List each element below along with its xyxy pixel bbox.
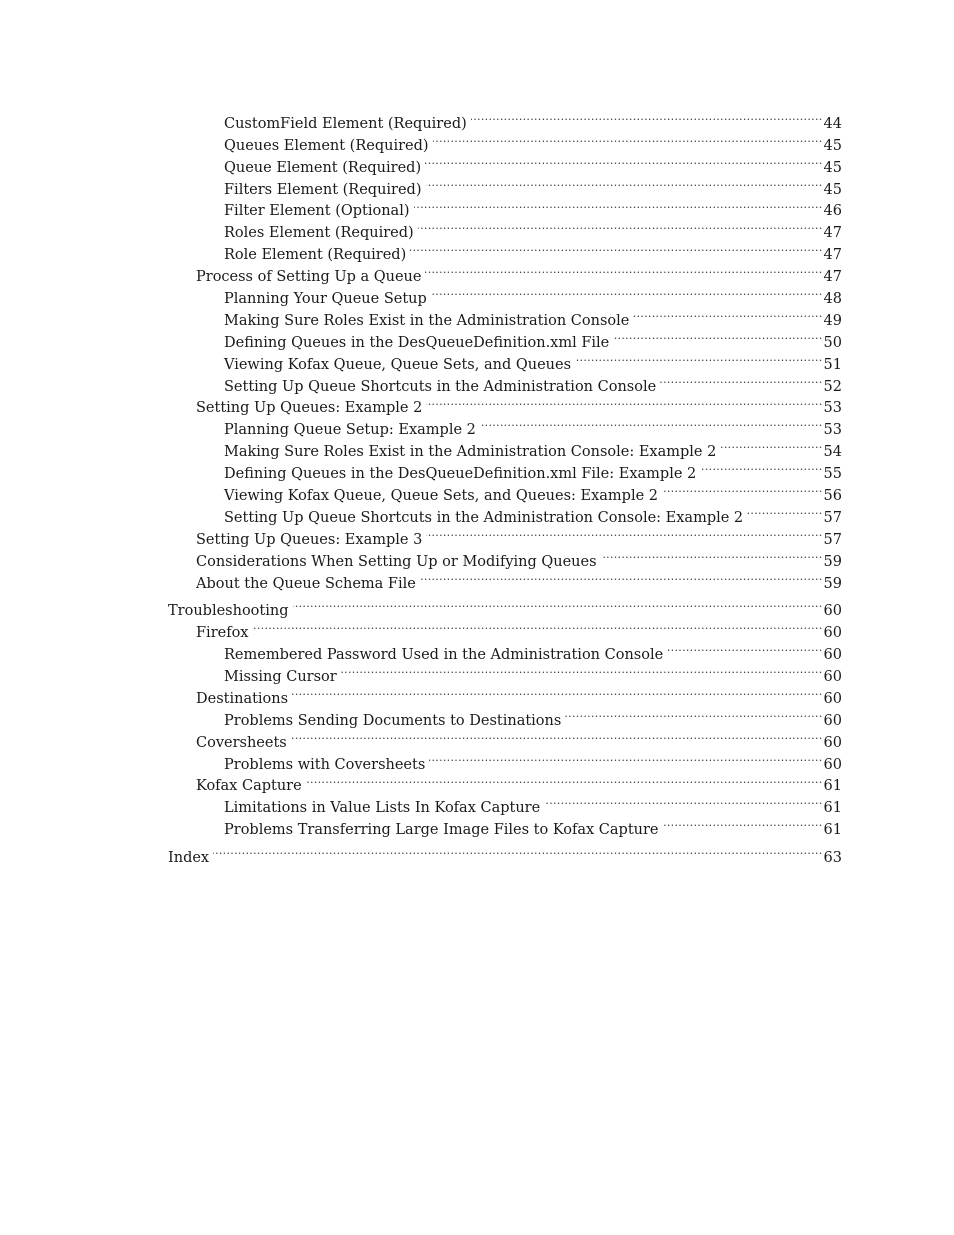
- toc-entry-title: Destinations: [196, 690, 289, 707]
- toc-entry-title: Viewing Kofax Queue, Queue Sets, and Queues: Example 2: [224, 488, 658, 505]
- toc-entry-page-number: 44: [823, 115, 842, 132]
- toc-entry-title: Filter Element (Optional): [224, 203, 410, 220]
- toc-entry-title: Limitations in Value Lists In Kofax Capture: [224, 800, 541, 817]
- toc-dot-leader: [293, 593, 823, 615]
- toc-dot-leader: [565, 703, 822, 725]
- toc-dot-leader: [480, 412, 823, 434]
- toc-entry-title: Setting Up Queue Shortcuts in the Administration Console: [224, 378, 657, 395]
- toc-entry-title: Defining Queues in the DesQueueDefinition.xml File: [224, 334, 610, 351]
- toc-dot-leader: [747, 500, 822, 522]
- toc-entry-title: Queue Element (Required): [224, 159, 422, 176]
- toc-dot-leader: [292, 681, 822, 703]
- toc-entry-title: Planning Your Queue Setup: [224, 291, 427, 308]
- toc-entry-page-number: 60: [823, 756, 842, 773]
- toc-dot-leader: [426, 172, 823, 194]
- toc-dot-leader: [425, 259, 822, 281]
- toc-entry-title: Viewing Kofax Queue, Queue Sets, and Queues: [224, 356, 572, 373]
- toc-dot-leader: [720, 434, 822, 456]
- toc-entry-title: Role Element (Required): [224, 247, 407, 264]
- toc-dot-leader: [414, 194, 823, 216]
- toc-dot-leader: [700, 456, 822, 478]
- toc-entry-page-number: 54: [823, 444, 842, 461]
- toc-entry-page-number: 60: [823, 712, 842, 729]
- toc-entry-title: Setting Up Queues: Example 2: [196, 400, 423, 417]
- toc-entry-page-number: 53: [823, 400, 842, 417]
- toc-entry[interactable]: [168, 840, 842, 866]
- toc-entry-title: Firefox: [196, 625, 249, 642]
- toc-entry-page-number: 61: [823, 822, 842, 839]
- toc-entry-page-number: 60: [823, 603, 842, 620]
- toc-entry-page-number: 61: [823, 778, 842, 795]
- toc-dot-leader: [433, 128, 823, 150]
- toc-dot-leader: [410, 237, 822, 259]
- toc-dot-leader: [291, 725, 823, 747]
- toc-entry-title: Filters Element (Required): [224, 181, 422, 198]
- toc-entry-title: Making Sure Roles Exist in the Administration Console: [224, 312, 630, 329]
- toc-entry-title: Setting Up Queue Shortcuts in the Administration Console: Example 2: [224, 509, 744, 526]
- toc-entry-page-number: 59: [823, 553, 842, 570]
- toc-entry-title: Kofax Capture: [196, 778, 302, 795]
- toc-entry-page-number: 47: [823, 225, 842, 242]
- toc-dot-leader: [601, 544, 823, 566]
- toc-dot-leader: [613, 325, 822, 347]
- toc-entry-page-number: 55: [823, 466, 842, 483]
- toc-dot-leader: [426, 522, 822, 544]
- toc-entry-page-number: 48: [823, 291, 842, 308]
- toc-entry-page-number: 45: [823, 159, 842, 176]
- toc-dot-leader: [544, 790, 822, 812]
- toc-entry-title: Missing Cursor: [224, 668, 337, 685]
- toc-dot-leader: [660, 369, 822, 391]
- toc-entry-page-number: 59: [823, 575, 842, 592]
- toc-dot-leader: [429, 747, 822, 769]
- toc-entry-page-number: 57: [823, 509, 842, 526]
- toc-entry-page-number: 60: [823, 690, 842, 707]
- toc-entry-title: Problems with Coversheets: [224, 756, 426, 773]
- toc-entry-page-number: 45: [823, 137, 842, 154]
- toc-entry-title: Planning Queue Setup: Example 2: [224, 422, 476, 439]
- toc-dot-leader: [667, 637, 822, 659]
- toc-entry[interactable]: [168, 637, 842, 664]
- toc-entry-title: About the Queue Schema File: [196, 575, 416, 592]
- toc-entry-page-number: 47: [823, 269, 842, 286]
- toc-entry-page-number: 60: [823, 625, 842, 642]
- toc-dot-leader: [341, 659, 823, 681]
- toc-dot-leader: [662, 478, 823, 500]
- toc-dot-leader: [633, 303, 822, 325]
- toc-entry-title: Problems Sending Documents to Destinations: [224, 712, 562, 729]
- toc-entry-page-number: 57: [823, 531, 842, 548]
- toc-entry-title: Troubleshooting: [168, 603, 289, 620]
- toc-dot-leader: [420, 566, 823, 588]
- toc-entry-title: Queues Element (Required): [224, 137, 429, 154]
- toc-entry-page-number: 60: [823, 668, 842, 685]
- toc-entry-page-number: 46: [823, 203, 842, 220]
- toc-dot-leader: [418, 215, 823, 237]
- toc-dot-leader: [425, 150, 822, 172]
- toc-entry-title: Defining Queues in the DesQueueDefinition.xml File: Example 2: [224, 466, 697, 483]
- toc-entry-page-number: 51: [823, 356, 842, 373]
- toc-entry-page-number: 45: [823, 181, 842, 198]
- toc-dot-leader: [306, 769, 823, 791]
- toc-entry-page-number: 61: [823, 800, 842, 817]
- toc-entry-title: Roles Element (Required): [224, 225, 414, 242]
- toc-entry[interactable]: [168, 615, 842, 642]
- toc-entry-title: Remembered Password Used in the Administration Console: [224, 647, 664, 664]
- toc-entry-title: Making Sure Roles Exist in the Administration Console: Example 2: [224, 444, 717, 461]
- toc-dot-leader: [431, 281, 823, 303]
- toc-entry-page-number: 60: [823, 734, 842, 751]
- toc-dot-leader: [471, 106, 823, 128]
- toc-entry-page-number: 47: [823, 247, 842, 264]
- toc-dot-leader: [253, 615, 823, 637]
- toc-entry-title: Setting Up Queues: Example 3: [196, 531, 423, 548]
- toc-entry-page-number: 53: [823, 422, 842, 439]
- toc-entry-page-number: 60: [823, 647, 842, 664]
- toc-entry[interactable]: [168, 106, 842, 132]
- toc-entry-title: Index: [168, 849, 210, 866]
- toc-dot-leader: [426, 391, 822, 413]
- toc-entry-page-number: 63: [823, 849, 842, 866]
- toc-entry-page-number: 49: [823, 312, 842, 329]
- toc-entry[interactable]: [168, 593, 842, 620]
- toc-dot-leader: [575, 347, 823, 369]
- toc-entry-title: Considerations When Setting Up or Modifying Queues: [196, 553, 597, 570]
- toc-entry-title: Process of Setting Up a Queue: [196, 269, 422, 286]
- toc-entry-page-number: 52: [823, 378, 842, 395]
- toc-entry-title: Coversheets: [196, 734, 287, 751]
- toc-entry-title: Problems Transferring Large Image Files to Kofax Capture: [224, 822, 659, 839]
- table-of-contents: [168, 106, 842, 866]
- toc-entry-title: CustomField Element (Required): [224, 115, 467, 132]
- toc-dot-leader: [213, 840, 822, 862]
- toc-dot-leader: [663, 812, 823, 834]
- toc-entry-page-number: 50: [823, 334, 842, 351]
- toc-entry-page-number: 56: [823, 488, 842, 505]
